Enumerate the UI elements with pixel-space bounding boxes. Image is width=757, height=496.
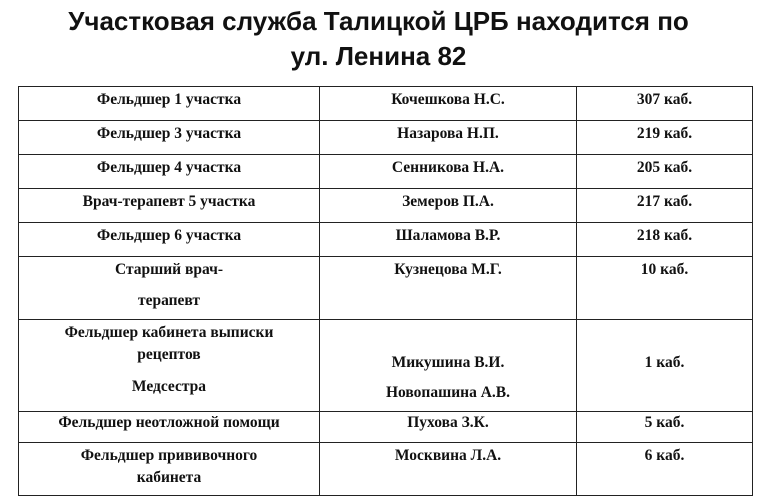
role-cell: Врач-терапевт 5 участка <box>19 189 320 223</box>
name-cell: Назарова Н.П. <box>320 121 577 155</box>
room-cell: 219 каб. <box>577 121 753 155</box>
name-cell: Шаламова В.Р. <box>320 223 577 257</box>
title-line-1: Участковая служба Талицкой ЦРБ находится по <box>68 6 689 36</box>
page-title <box>0 0 757 74</box>
table-row <box>19 412 753 443</box>
title-line-2: ул. Ленина 82 <box>290 41 467 71</box>
name-cell: Земеров П.А. <box>320 189 577 223</box>
role-line: Фельдшер прививочного <box>80 447 258 464</box>
staff-table <box>18 86 753 496</box>
table-row <box>19 320 753 412</box>
room-cell: 205 каб. <box>577 155 753 189</box>
room-cell: 218 каб. <box>577 223 753 257</box>
name-cell: Кочешкова Н.С. <box>320 87 577 121</box>
name-line: Новопашина А.В. <box>386 384 510 401</box>
room-line: 6 каб. <box>644 447 685 464</box>
room-cell: 307 каб. <box>577 87 753 121</box>
role-cell <box>19 320 320 412</box>
table-row <box>19 155 753 189</box>
role-line: Медсестра <box>131 378 207 395</box>
name-cell <box>320 257 577 320</box>
name-cell: Сенникова Н.А. <box>320 155 577 189</box>
table-row <box>19 189 753 223</box>
role-line: Фельдшер кабинета выписки <box>64 324 274 341</box>
role-line: терапевт <box>137 292 201 309</box>
room-cell <box>577 257 753 320</box>
name-cell <box>320 320 577 412</box>
name-line: Кузнецова М.Г. <box>394 261 502 278</box>
name-cell: Пухова З.К. <box>320 412 577 443</box>
role-line: рецептов <box>137 346 201 363</box>
role-cell <box>19 257 320 320</box>
table-row <box>19 257 753 320</box>
room-cell <box>577 320 753 412</box>
role-cell: Фельдшер 4 участка <box>19 155 320 189</box>
name-cell <box>320 443 577 496</box>
name-line: Москвина Л.А. <box>394 447 502 464</box>
role-cell: Фельдшер 6 участка <box>19 223 320 257</box>
table-row <box>19 87 753 121</box>
name-line: Микушина В.И. <box>391 354 505 371</box>
role-line: кабинета <box>136 469 202 486</box>
room-cell <box>577 443 753 496</box>
room-line: 1 каб. <box>644 354 685 371</box>
room-line: 10 каб. <box>640 261 689 278</box>
role-cell: Фельдшер 3 участка <box>19 121 320 155</box>
role-cell: Фельдшер неотложной помощи <box>19 412 320 443</box>
table-row <box>19 443 753 496</box>
role-cell: Фельдшер 1 участка <box>19 87 320 121</box>
role-cell <box>19 443 320 496</box>
table-row <box>19 223 753 257</box>
room-cell: 217 каб. <box>577 189 753 223</box>
room-cell: 5 каб. <box>577 412 753 443</box>
table-row <box>19 121 753 155</box>
role-line: Старший врач- <box>114 261 223 278</box>
